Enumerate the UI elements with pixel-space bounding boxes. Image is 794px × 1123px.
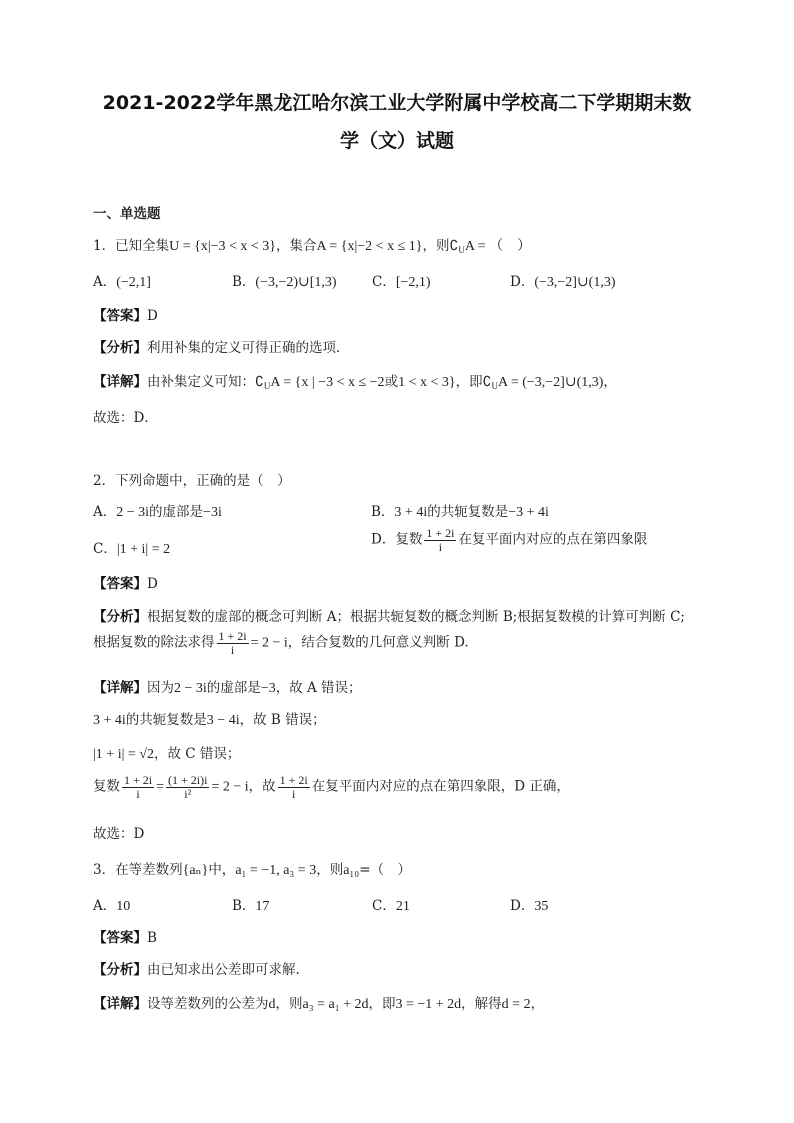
q3-detail: 【详解】设等差数列的公差为d，则a₃ = a₁ + 2d，即3 = −1 + 2d，解得d = 2， (93, 996, 545, 1012)
q1-complement: $∁_UA$ = （ ） (449, 239, 532, 255)
q1-analysis: 【分析】利用补集的定义可得正确的选项． (93, 340, 350, 356)
q2-detail-line1: 【详解】因为2 − 3i的虚部是−3，故 A 错误； (93, 680, 362, 696)
q2-analysis-line2: 根据复数的除法求得 $\frac{1 + 2i}{i}$ = 2 − i，结合复数的几何意义判断 D. (93, 629, 469, 657)
q2-conclusion: 故选：D (93, 826, 145, 842)
q3-option-a: A．10 (93, 898, 131, 914)
q1-conclusion: 故选：D． (93, 410, 158, 426)
q1-number: 1． (93, 238, 116, 254)
exam-title-line2: 学（文）试题 (339, 130, 454, 152)
q2-answer: 【答案】D (93, 576, 158, 592)
q2-option-d: D．复数 $\frac{1 + 2i}{i}$ 在复平面内对应的点在第四象限 (371, 526, 648, 554)
q2-number: 2． (93, 473, 116, 489)
q2-option-a: A．2 − 3i的虚部是−3i (93, 504, 222, 520)
q1-detail: 【详解】由补集定义可知：$∁_UA = \{x$ | −3 < x ≤ −2或1 < x < 3}，即$∁_UA$ = (−3,−2]∪(1,3)， (93, 374, 617, 391)
q3-number: 3． (93, 862, 116, 878)
exam-title-line1: 2021-2022学年黑龙江哈尔滨工业大学附属中学校高二下学期期末数 (102, 92, 692, 114)
question-2: 2．下列命题中，正确的是（ ） (93, 473, 291, 489)
q3-option-d: D．35 (510, 898, 549, 914)
q2-option-b: B．3 + 4i的共轭复数是−3 + 4i (371, 504, 549, 520)
question-1: 1．已知全集U = {x|−3 < x < 3}，集合A = {x|−2 < x ≤ 1}，则$∁_UA$ = （ ） (93, 238, 532, 255)
q3-analysis: 【分析】由已知求出公差即可求解. (93, 962, 300, 978)
q3-option-b: B．17 (232, 898, 270, 914)
q2-fraction: $\frac{1 + 2i}{i}$ (426, 526, 455, 554)
q2-detail-line2: 3 + 4i的共轭复数是3 − 4i，故 B 错误； (93, 712, 326, 728)
q2-detail-line3: |1 + i| = √2，故 C 错误； (93, 746, 241, 762)
q2-analysis-line1: 【分析】根据复数的虚部的概念可判断 A；根据共轭复数的概念判断 B;根据复数模的计算可判断 C; (93, 609, 685, 625)
q2-detail-line4: 复数 $\frac{1 + 2i}{i}$ = $\frac{(1 + 2i)i}{\text{i²}}$ = 2 − i，故 $\frac{1 + 2i}{i}$ 在复平面内对应的点在第四象限，D 正确， (93, 773, 570, 801)
q1-answer: 【答案】D (93, 308, 158, 324)
q1-universal-set: U = {x|−3 < x < 3} (169, 239, 277, 254)
q3-option-c: C．21 (372, 898, 410, 914)
q1-option-b: B．(−3,−2)∪[1,3) (232, 274, 337, 290)
section-heading: 一、单选题 (93, 206, 161, 222)
q2-option-c: C．|1 + i| = 2 (93, 541, 171, 557)
q3-answer: 【答案】B (93, 930, 157, 946)
q1-option-d: D．(−3,−2]∪(1,3) (510, 274, 616, 290)
q1-set-a: A = {x|−2 < x ≤ 1} (316, 239, 423, 254)
q1-option-a: A．(−2,1] (93, 274, 151, 290)
question-3: 3．在等差数列{aₙ}中，a₁ = −1, a₃ = 3，则a₁₀=（ ） (93, 862, 411, 878)
q1-option-c: C．[−2,1) (372, 274, 431, 290)
